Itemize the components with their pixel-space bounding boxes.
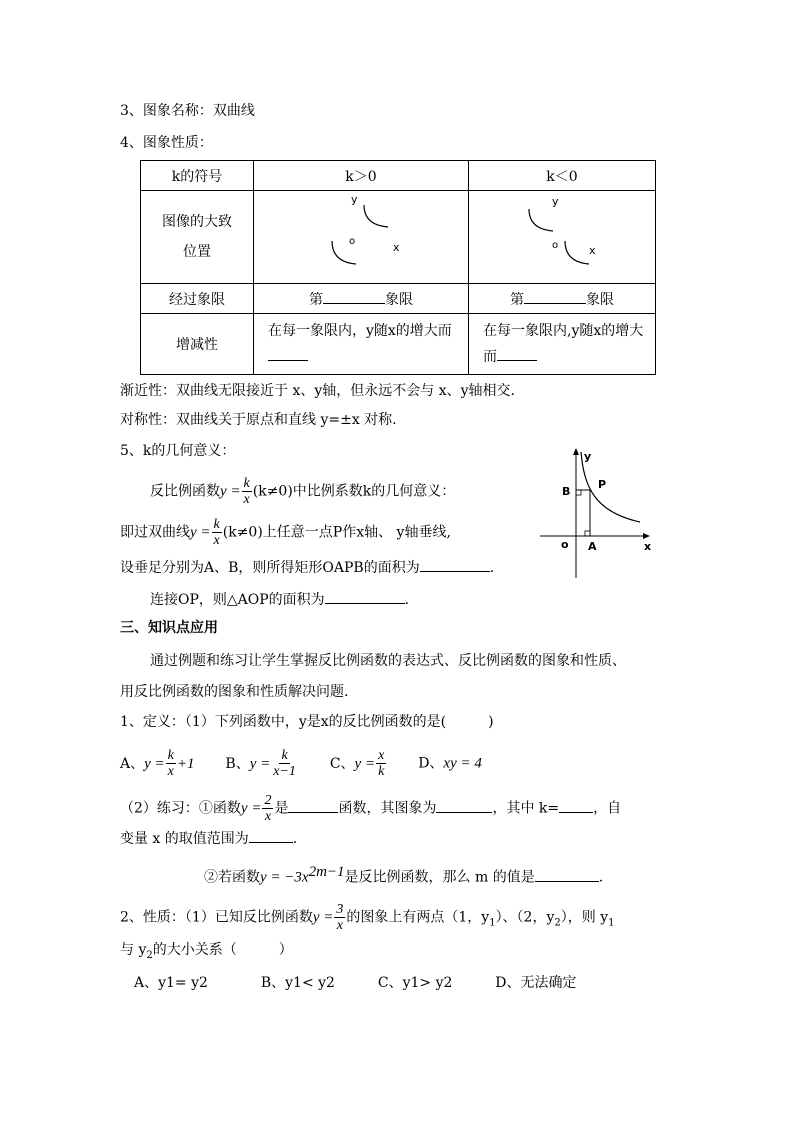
hyperbola-negative-sketch [469,191,655,279]
practice-line-1: （2）练习：①函数y = $\frac{2}{x}$ 是 函数，其图象为 ，其中 k= ，自 [120,793,622,824]
rectangle-oapb [576,490,590,536]
monotonicity-k-negative: 在每一象限内,y随x的增大而 [469,314,656,375]
k-meaning-line-1: 反比例函数y = $\frac{k}{x}$ (k≠0)中比例系数k的几何意义： [150,476,456,507]
answer-d: D、无法确定 [495,975,577,991]
row-monotonicity: 增减性 [141,314,254,375]
graph-origin-label: o [552,240,559,251]
practice-line-2: 变量 x 的取值范围为 . [120,828,297,849]
fig-y-label: y [584,450,592,463]
header-k-positive: k＞0 [254,161,469,191]
properties-table [140,160,656,375]
row-quadrants: 经过象限 [141,284,254,314]
right-angle-mark-a [585,531,590,536]
answer-c: C、y1> y2 [377,975,453,991]
section-4-title: 4、图象性质： [120,135,213,151]
graph-y-label: y [552,195,559,208]
hyperbola-branch-upper [529,209,553,231]
fig-a-label: A [588,540,597,553]
option-d: D、xy = 4 [418,755,482,772]
row-graph-position: 图像的大致位置 [141,191,254,284]
intro-line-1: 通过例题和练习让学生掌握反比例函数的表达式、反比例函数的图象和性质、 [150,653,626,669]
right-angle-mark-b [576,490,581,495]
graph-x-label: x [589,244,596,257]
symmetry-text: 对称性：双曲线关于原点和直线 y=±x 对称. [120,412,397,428]
k-meaning-line-3: 设垂足分别为A、B，则所得矩形OAPB的面积为 . [120,557,494,578]
header-k-sign: k的符号 [141,161,254,191]
fig-o-label: o [561,538,569,551]
fig-x-label: x [644,540,652,553]
section-3-title: 3、图象名称：双曲线 [120,103,255,119]
graph-x-label: x [393,241,400,254]
k-meaning-line-4: 连接OP，则△AOP的面积为 . [150,589,409,610]
option-c: C、y = $\frac{x}{k}$ [329,748,385,779]
hyperbola-branch-lower [565,241,589,264]
fig-b-label: B [562,485,571,498]
intro-line-2: 用反比例函数的图象和性质解决问题. [120,684,349,700]
y-axis-arrow [573,448,579,455]
header-k-negative: k＜0 [469,161,656,191]
option-a: A、y = $\frac{k}{x}$ +1 [120,748,195,779]
practice-line-3: ②若函数$y = -3x^{2m-1}$是反比例函数，那么 m 的值是 . [204,864,604,886]
graph-y-label: y [351,193,358,206]
hyperbola-positive-sketch [254,191,468,279]
question-2-options [134,973,577,993]
quadrants-k-positive: 第 象限 [254,284,469,314]
hyperbola-branch-upper [364,205,388,227]
question-1-options [120,748,482,779]
question-2-line-2: 与 $y_2$的大小关系（ ） [120,942,293,961]
question-1-definition: 1、定义：（1）下列函数中，y是x的反比例函数的是( ) [120,714,494,730]
graph-k-negative [469,191,656,284]
monotonicity-k-positive: 在每一象限内，y随x的增大而 [254,314,469,375]
quadrants-k-negative: 第 象限 [469,284,656,314]
fig-p-label: P [598,478,607,491]
asymptote-text: 渐近性：双曲线无限接近于 x、y轴，但永远不会与 x、y轴相交. [120,383,515,399]
section-5-title: 5、k的几何意义： [120,443,236,459]
graph-k-positive [254,191,469,284]
question-2-line-1: 2、性质：（1）已知反比例函数y = $\frac{3}{x}$ 的图象上有两点（1，$y_1$）、（2，$y_2$），则 $y_1$ [120,902,615,933]
k-meaning-line-2: 即过双曲线y = $\frac{k}{x}$ (k≠0)上任意一点P作x轴、 y轴垂线, [120,517,451,548]
answer-b: B、y1< y2 [260,975,335,991]
answer-a: A、y1= y2 [134,975,208,991]
option-b: B、y = $\frac{k}{x-1}$ [225,748,296,779]
x-axis-arrow [643,533,650,539]
rectangle-oapb-figure [536,446,666,582]
graph-origin-label: o [349,236,356,247]
section-3-application-title: 三、知识点应用 [120,620,218,636]
